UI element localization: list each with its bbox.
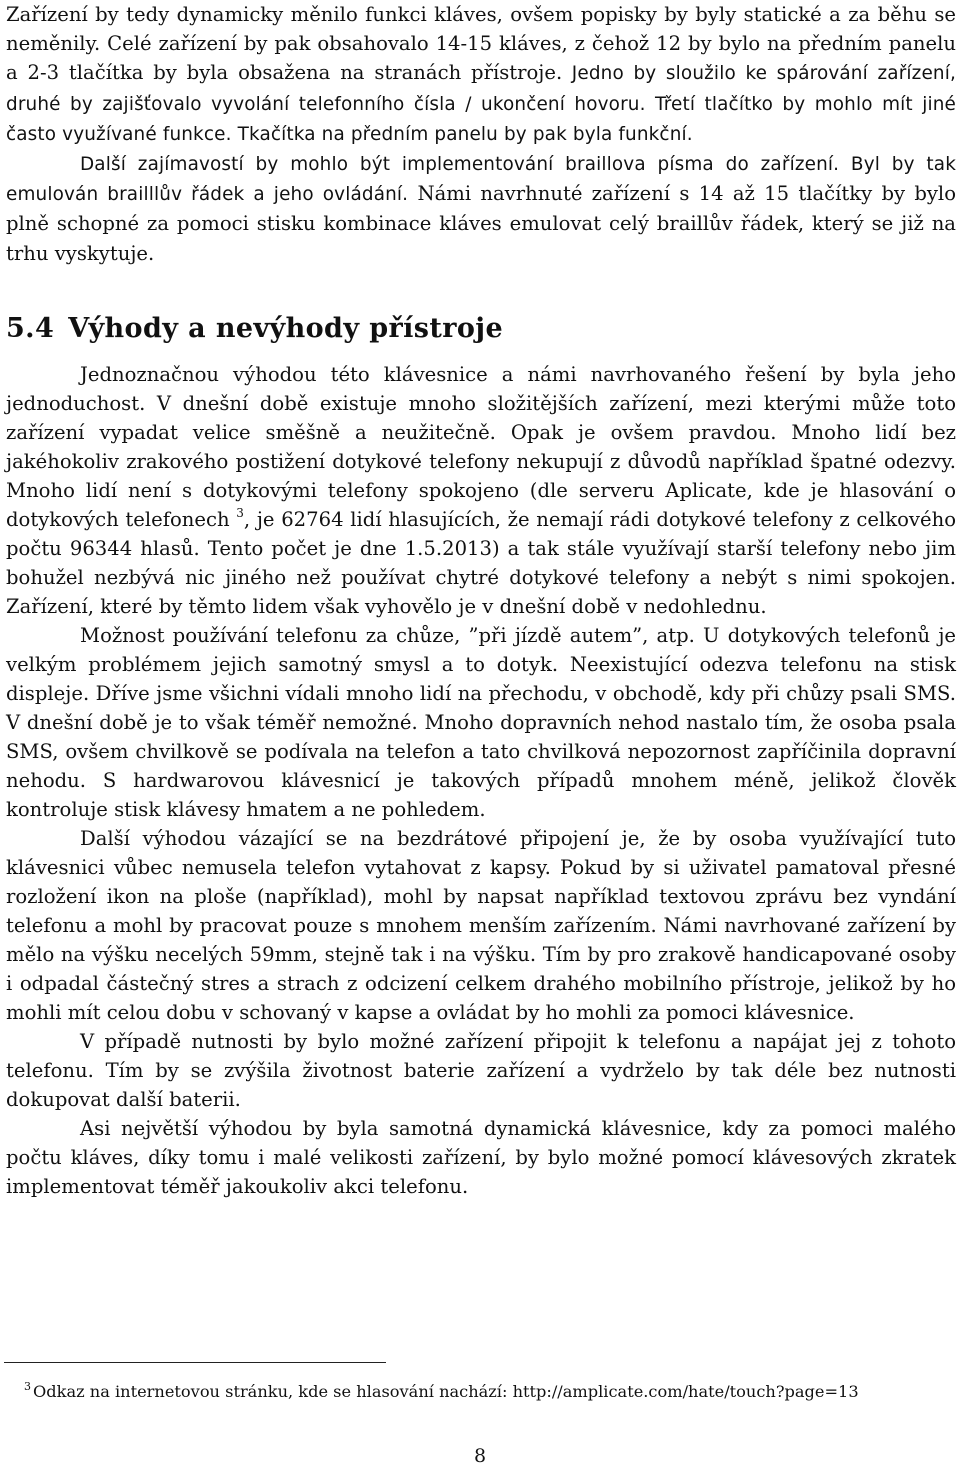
paragraph-text: Jednoznačnou výhodou této klávesnice a námi navrhovaného řešení by byla jeho jednoduchost. V dnešní době existuje mnoho složitějších zařízení, mezi kterými může toto zařízení vypadat velice směšně a neužitečně. Opak je ovšem pravdou. Mnoho lidí bez jakéhokoliv zrakového postižení dotykové telefony nekupují z důvodů například špatné odezvy. Mnoho lidí není s dotykovými telefony spokojeno (dle serveru Aplicate, kde je hlasování o dotykových telefonech: [6, 362, 956, 531]
paragraph-advantages-3: Další výhodou vázající se na bezdrátové připojení je, že by osoba využívající tuto klávesnici vůbec nemusela telefon vytahovat z kapsy. Pokud by si uživatel pamatoval přesné rozložení ikon na ploše (například), mohl by napsat například textovou zprávu bez vyndání telefonu a mohl by pracovat pouze s mnohem menším zařízením. Námi navrhované zařízení by mělo na výšku necelých 59mm, stejně tak i na výšku. Tím by pro zrakově handicapované osoby i odpadal částečný stres a strach z odcizení celkem drahého mobilního přístroje, jelikož by ho mohli mít celou dobu v schovaný v kapse a ovládat by ho mohli za pomoci klávesnice.: [6, 826, 956, 1024]
footnote: [24, 1375, 960, 1404]
paragraph-intro-1: [6, 0, 956, 149]
paragraph-advantages-5: Asi největší výhodou by byla samotná dynamická klávesnice, kdy za pomoci malého počtu kláves, díky tomu i malé velikosti zařízení, by bylo možné pomocí klávesových zkratek implementovat téměř jakoukoliv akci telefonu.: [6, 1116, 956, 1198]
section-heading: [6, 312, 956, 346]
page-number: 8: [473, 1445, 487, 1467]
paragraph-text: Zařízení by tedy dynamicky měnilo funkci kláves, ovšem popisky by byly statické a za běhu se neměnily. Celé zařízení by pak obsahovalo 14-15 kláves, z čehož 12 by bylo na předním panelu a 2-3 tlačítka by byla obsažena na stranách přístroje.: [6, 3, 956, 85]
paragraph-advantages-1: [6, 360, 956, 621]
footnote-link[interactable]: http://amplicate.com/hate/touch?page=13: [507, 1382, 859, 1401]
paragraph-text-sans: Další zajímavostí by mohlo být implementování braillova písma do zařízení. Byl by tak emulován brailllův řádek a jeho ovládání.: [6, 154, 956, 206]
paragraph-advantages-2: Možnost používání telefonu za chůze, ”při jízdě autem”, atp. U dotykových telefonů je velkým problémem jejich samotný smysl a to dotyk. Neexistující odezva telefonu na stisk displeje. Dříve jsme všichni vídali mnoho lidí na přechodu, v obchodě, kdy při chůzy psali SMS. V dnešní době je to však téměř nemožné. Mnoho dopravních nehod nastalo tím, že osoba psala SMS, ovšem chvilkově se podívala na telefon a tato chvilková nepozornost zapříčinila dopravní nehodu. S hardwarovou klávesnicí je takových případů mnohem méně, jelikož člověk kontroluje stisk klávesy hmatem a ne pohledem.: [6, 623, 956, 821]
paragraph-text: Námi navrhnuté zařízení s 14 až 15 tlačítky by bylo plně schopné za pomoci stisku kombinace kláves emulovat celý braillův řádek, který se již na trhu vyskytuje.: [6, 182, 956, 265]
section-title: Výhody a nevýhody přístroje: [68, 312, 504, 344]
footnote-reference[interactable]: 3: [236, 505, 244, 520]
paragraph-intro-2: [6, 149, 956, 268]
footnote-mark: 3: [24, 1380, 31, 1393]
paragraph-text-sans: Jedno by sloužilo ke spárování zařízení, druhé by zajišťovalo vyvolání telefonního čísla / ukončení hovoru. Třetí tlačítko by mohlo mít jiné často využívané funkce. Tkačítka na předním panelu by pak byla funkční.: [6, 63, 956, 145]
paragraph-text: , je 62764 lidí hlasujících, že nemají rádi dotykové telefony z celkového počtu 96344 hlasů. Tento počet je dne 1.5.2013) a tak stále využívají starší telefony nebo jim bohužel nezbývá nic jiného než používat chytré dotykové telefony a nebýt s nimi spokojen. Zařízení, které by těmto lidem však vyhovělo je v dnešní době v nedohlednu.: [6, 507, 957, 618]
footnote-divider: [4, 1362, 386, 1363]
section-number: 5.4: [6, 312, 55, 344]
footnote-text: Odkaz na internetovou stránku, kde se hlasování nachází:: [33, 1382, 508, 1401]
document-page: [6, 0, 956, 1201]
paragraph-advantages-4: V případě nutnosti by bylo možné zařízení připojit k telefonu a napájat jej z tohoto telefonu. Tím by se zvýšila životnost baterie zařízení a vydrželo by tak déle bez nutnosti dokupovat další baterii.: [6, 1029, 956, 1111]
